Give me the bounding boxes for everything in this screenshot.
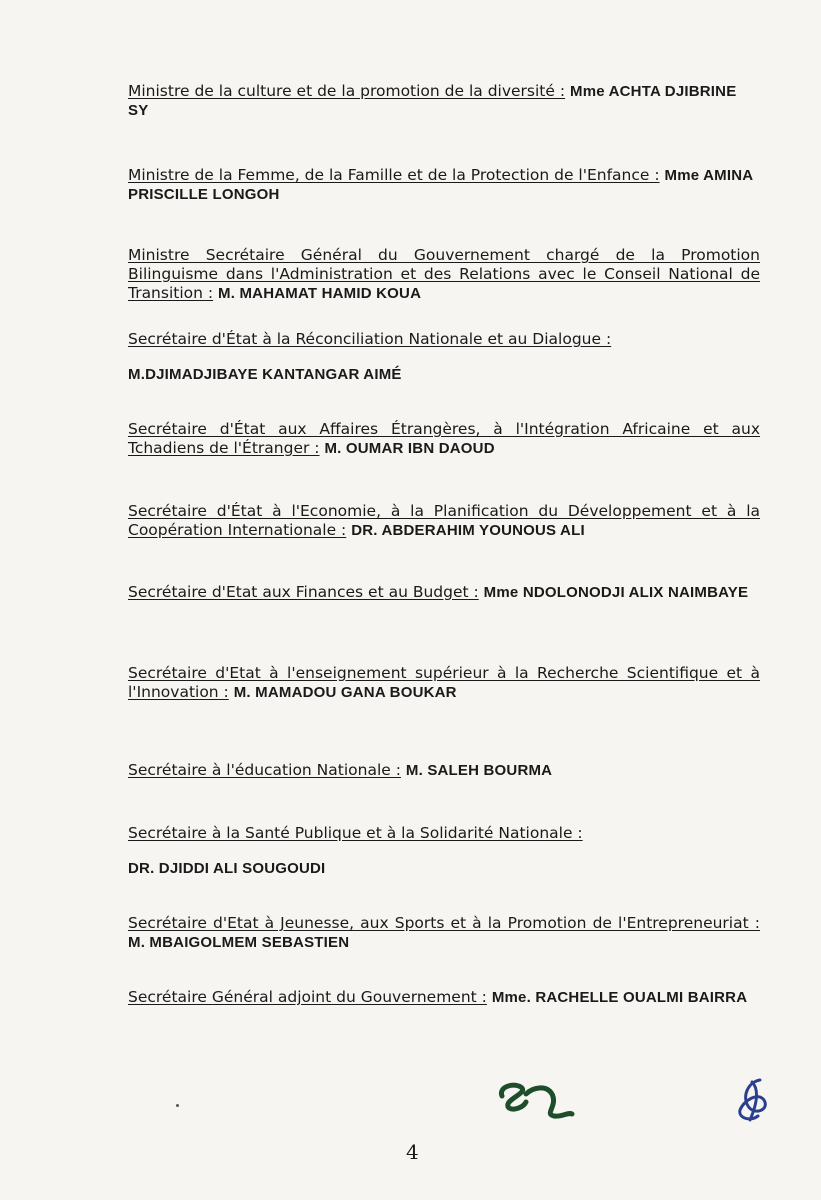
handwritten-initials-right (730, 1076, 780, 1126)
entry-name: M. MAHAMAT HAMID KOUA (218, 285, 422, 302)
handwritten-initials-left (496, 1074, 576, 1124)
entry-title: Ministre de la culture et de la promotion de la diversité : (128, 82, 566, 100)
entry-title: Ministre de la Femme, de la Famille et de la Protection de l'Enfance : (128, 166, 660, 184)
entry-sgg (128, 246, 760, 303)
entry-title: Secrétaire d'État à la Réconciliation Nationale et au Dialogue : (128, 330, 612, 348)
entry-name: M. OUMAR IBN DAOUD (324, 440, 495, 457)
entry-title: Secrétaire d'Etat à Jeunesse, aux Sports et à la Promotion de l'Entrepreneuriat : (128, 914, 760, 932)
entry-name: Mme NDOLONODJI ALIX NAIMBAYE (483, 584, 749, 601)
entry-name: M. SALEH BOURMA (405, 762, 553, 779)
entry-title: Secrétaire d'État à l'Economie, à la Planification du Développement et à la Coopération Internationale : (128, 502, 760, 539)
entry-name: Mme ACHTA DJIBRINE SY (128, 83, 737, 119)
entry-name: M. MBAIGOLMEM SEBASTIEN (128, 934, 350, 951)
entry-name: DR. ABDERAHIM YOUNOUS ALI (351, 522, 585, 539)
page-number: 4 (406, 1140, 419, 1164)
entry-femme (128, 166, 760, 204)
entry-affaires-etrangeres (128, 420, 760, 458)
entry-name: M. MAMADOU GANA BOUKAR (233, 684, 457, 701)
entry-enseignement-superieur (128, 664, 760, 702)
entry-title: Ministre Secrétaire Général du Gouvernement chargé de la Promotion Bilinguisme dans l'Administration et des Relations avec le Conseil National de Transition : (128, 246, 760, 302)
entry-name: Mme. RACHELLE OUALMI BAIRRA (491, 989, 748, 1006)
entry-title: Secrétaire d'Etat à l'enseignement supérieur à la Recherche Scientifique et à l'Innovation : (128, 664, 760, 701)
entry-title: Secrétaire Général adjoint du Gouvernement : (128, 988, 487, 1006)
entry-sgg-adjoint (128, 988, 760, 1007)
entry-name: DR. DJIDDI ALI SOUGOUDI (128, 860, 326, 877)
entry-education (128, 761, 760, 780)
entry-jeunesse (128, 914, 760, 952)
entry-name: Mme AMINA PRISCILLE LONGOH (128, 167, 753, 203)
entry-finances (128, 583, 760, 602)
entry-culture (128, 82, 760, 120)
entry-title: Secrétaire à l'éducation Nationale : (128, 761, 401, 779)
entry-sante (128, 824, 760, 878)
ink-dot (176, 1104, 179, 1107)
entry-title: Secrétaire à la Santé Publique et à la Solidarité Nationale : (128, 824, 583, 842)
entry-title: Secrétaire d'Etat aux Finances et au Budget : (128, 583, 479, 601)
entry-reconciliation (128, 330, 760, 384)
entry-title: Secrétaire d'État aux Affaires Étrangères, à l'Intégration Africaine et aux Tchadiens de l'Étranger : (128, 420, 760, 457)
entry-name: M.DJIMADJIBAYE KANTANGAR AIMÉ (128, 366, 402, 383)
entry-economie (128, 502, 760, 540)
